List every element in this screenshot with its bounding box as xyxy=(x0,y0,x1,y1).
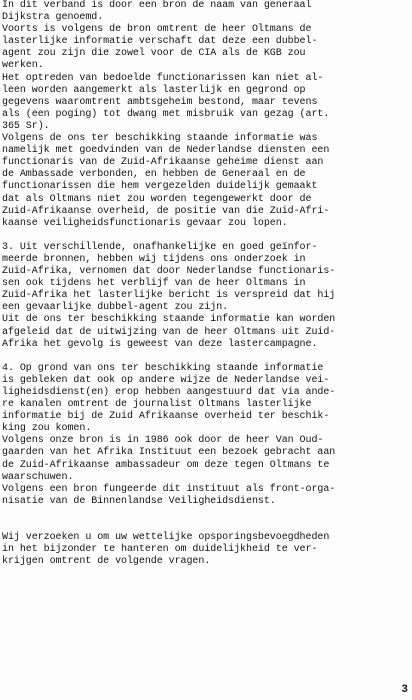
text-line: agent zou zijn die zowel voor de CIA als de KGB zou xyxy=(2,48,306,60)
text-line: Zuid-Afrika het lasterlijke bericht is verspreid dat hij xyxy=(2,290,336,302)
text-line: krijgen omtrent de volgende vragen. xyxy=(2,556,211,568)
text-line: In dit verband is door een bron de naam van generaal xyxy=(2,0,312,11)
text-line: Dijkstra genoemd. xyxy=(2,12,104,24)
paragraph-gap xyxy=(2,351,410,363)
paragraph-gap xyxy=(2,230,410,242)
text-line: Volgens de ons ter beschikking staande informatie was xyxy=(2,133,318,145)
paragraph xyxy=(2,242,410,315)
text-line: kaanse veiligheidsfunctionaris gevaar zou lopen. xyxy=(2,217,288,229)
paragraph xyxy=(2,532,410,568)
text-line: in het bijzonder te hanteren om duidelijkheid te ver- xyxy=(2,544,318,556)
text-line: gegevens waaromtrent ambtsgeheim bestond, maar tevens xyxy=(2,96,318,108)
text-line: een gevaarlijke dubbel-agent zou zijn. xyxy=(2,302,229,314)
text-line: functionarissen die hem vergezelden duidelijk gemaakt xyxy=(2,181,318,193)
page-number: 3 xyxy=(401,683,408,696)
text-line: 3. Uit verschillende, onafhankelijke en goed geïnfor- xyxy=(2,241,318,253)
text-line: Voorts is volgens de bron omtrent de heer Oltmans de xyxy=(2,24,312,36)
text-line: waarschuwen. xyxy=(2,471,74,483)
text-line: is gebleken dat ook op andere wijze de Nederlandse vei- xyxy=(2,374,330,386)
text-line: als (een poging) tot dwang met misbruik van gezag (art. xyxy=(2,108,330,120)
text-line: dat als Oltmans niet zou worden tegengewerkt door de xyxy=(2,193,312,205)
paragraph-gap xyxy=(2,520,410,532)
paragraph-gap xyxy=(2,508,410,520)
text-line: gaarden van het Afrika Instituut een bezoek gebracht aan xyxy=(2,447,336,459)
text-line: de Zuid-Afrikaanse ambassadeur om deze tegen Oltmans te xyxy=(2,459,330,471)
text-line: namelijk met goedvinden van de Nederlandse diensten een xyxy=(2,145,330,157)
text-line: 4. Op grond van ons ter beschikking staande informatie xyxy=(2,362,324,374)
text-line: Wij verzoeken u om uw wettelijke opsporingsbevoegdheden xyxy=(2,532,330,544)
text-line: Volgens een bron fungeerde dit instituut als front-orga- xyxy=(2,483,336,495)
text-line: ligheidsdienst(en) erop hebben aangestuurd dat via ande- xyxy=(2,387,336,398)
text-line: Uit de ons ter beschikking staande informatie kan worden xyxy=(2,314,336,326)
text-line: de Ambassade verbonden, en hebben de Generaal en de xyxy=(2,169,306,181)
text-line: nisatie van de Binnenlandse Veiligheidsdienst. xyxy=(2,495,276,507)
text-line: functionaris van de Zuid-Afrikaanse geheime dienst aan xyxy=(2,157,324,169)
text-line: informatie bij de Zuid Afrikaanse overheid ter beschik- xyxy=(2,411,330,423)
text-line: meerde bronnen, hebben wij tijdens ons onderzoek in xyxy=(2,253,306,265)
text-line: re kanalen omtrent de journalist Oltmans lasterlijke xyxy=(2,399,312,411)
text-line: Afrika het gevolg is geweest van deze lastercampagne. xyxy=(2,338,318,350)
text-line: Het optreden van bedoelde functionarissen kan niet al- xyxy=(2,72,324,84)
text-line: king zou komen. xyxy=(2,423,92,435)
paragraph xyxy=(2,314,410,350)
paragraph xyxy=(2,484,410,508)
paragraph xyxy=(2,363,410,436)
text-line: Volgens onze bron is in 1986 ook door de heer Van Oud- xyxy=(2,435,324,447)
text-line: Zuid-Afrika, vernomen dat door Nederlandse functionaris- xyxy=(2,266,336,278)
text-line: sen ook tijdens het verblijf van de heer Oltmans in xyxy=(2,278,306,290)
paragraph xyxy=(2,435,410,483)
paragraph xyxy=(2,24,410,72)
text-line: 365 Sr). xyxy=(2,120,50,132)
text-line: afgeleid dat de uitwijzing van de heer Oltmans uit Zuid- xyxy=(2,326,336,338)
paragraph xyxy=(2,0,410,24)
paragraph xyxy=(2,133,410,230)
text-line: werken. xyxy=(2,60,44,72)
text-line: leen worden aangemerkt als lasterlijk en gegrond op xyxy=(2,84,306,96)
text-line: Zuid-Afrikaanse overheid, de positie van die Zuid-Afri- xyxy=(2,205,330,217)
text-line: lasterlijke informatie verschaft dat deze een dubbel- xyxy=(2,36,318,48)
document-body xyxy=(2,0,410,568)
paragraph xyxy=(2,73,410,133)
